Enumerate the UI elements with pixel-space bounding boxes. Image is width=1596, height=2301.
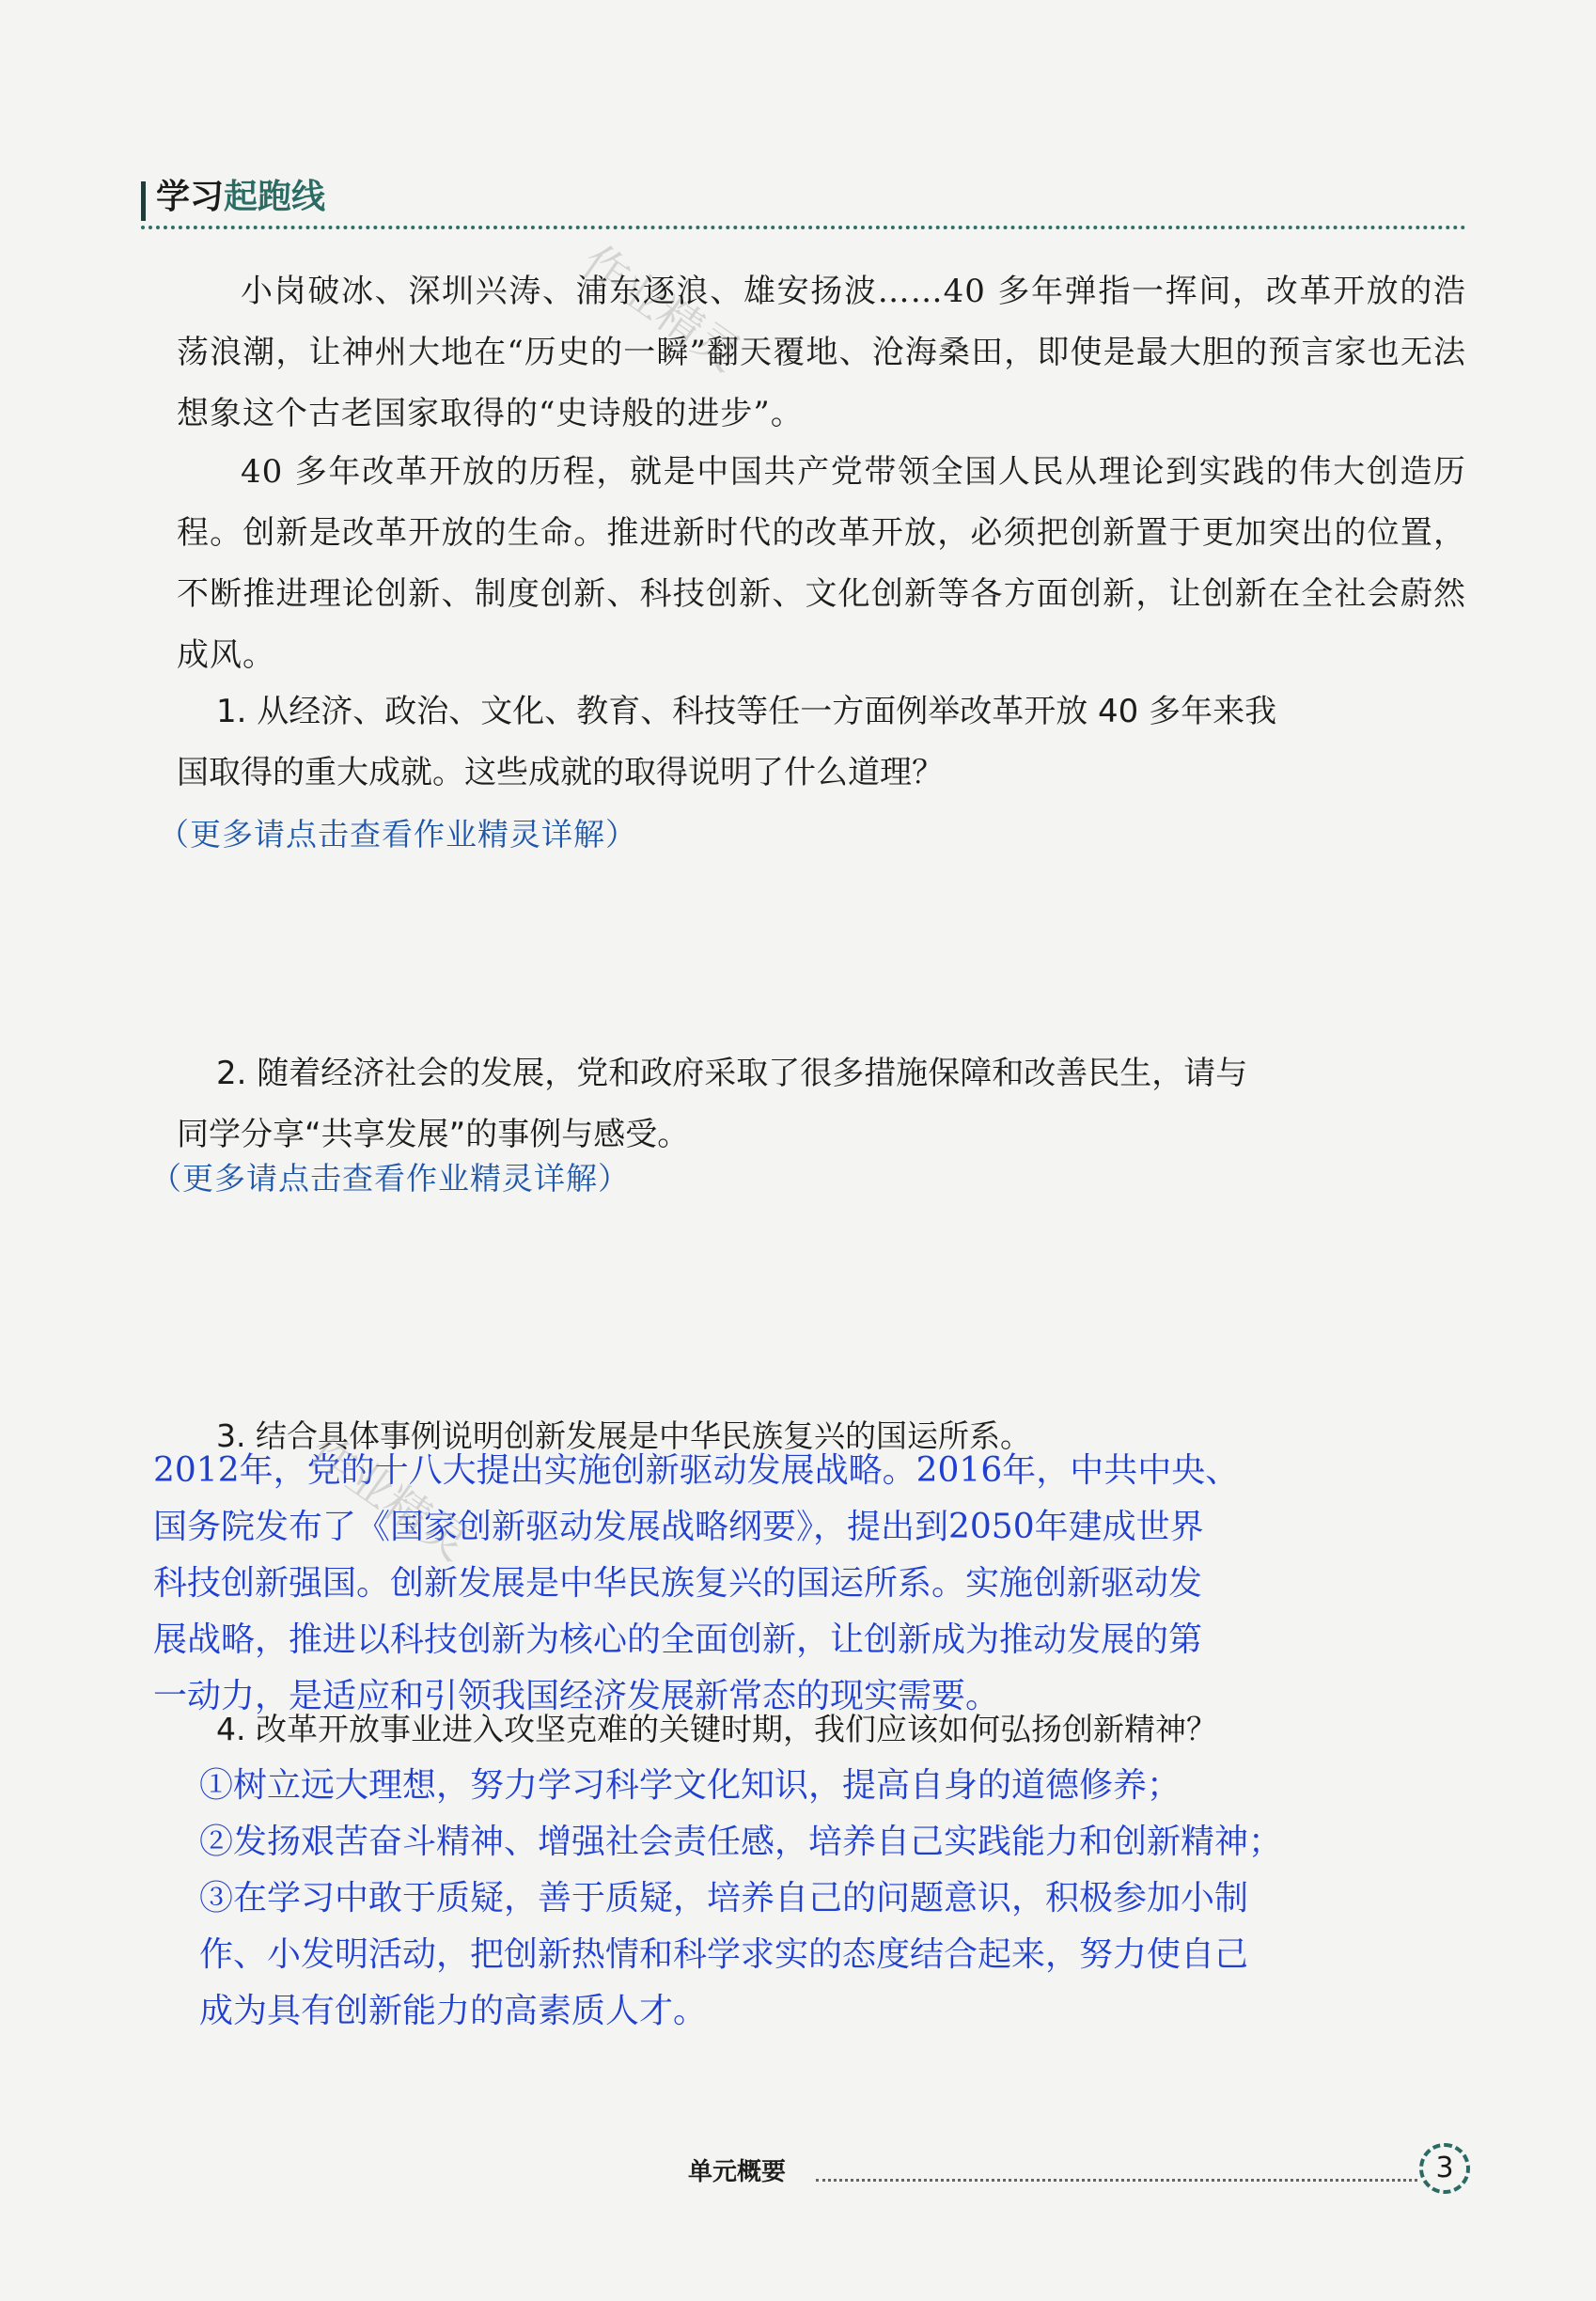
answer-3-line: 2012年，党的十八大提出实施创新驱动发展战略。2016年，中共中央、 <box>153 1451 1240 1490</box>
watermark: 作业精灵 <box>299 1424 478 1572</box>
question-2 <box>177 1043 1466 1166</box>
watermark: 作业精灵 <box>571 235 751 383</box>
answer-4 <box>199 1758 1282 2040</box>
question-1-line-1: 1. 从经济、政治、文化、教育、科技等任一方面例举改革开放 40 多年来我 <box>216 693 1277 730</box>
answer-4-line: 作、小发明活动，把创新热情和科学求实的态度结合起来，努力使自己 <box>199 1935 1249 1974</box>
more-details-link-1[interactable]: （更多请点击查看作业精灵详解） <box>158 816 637 853</box>
section-title-part2: 起跑线 <box>224 178 326 216</box>
page-number: 3 <box>1419 2143 1470 2194</box>
question-2-line-1: 2. 随着经济社会的发展，党和政府采取了很多措施保障和改善民生，请与 <box>216 1055 1248 1092</box>
footer-unit-label: 单元概要 <box>688 2158 787 2186</box>
question-4: 4. 改革开放事业进入攻坚克难的关键时期，我们应该如何弘扬创新精神？ <box>216 1711 1217 1747</box>
answer-3-line: 国务院发布了《国家创新驱动发展战略纲要》，提出到2050年建成世界 <box>153 1508 1204 1546</box>
answer-4-line: ②发扬艰苦奋斗精神、增强社会责任感，培养自己实践能力和创新精神； <box>199 1823 1283 1861</box>
section-header <box>141 174 1466 230</box>
question-2-line-2: 同学分享“共享发展”的事例与感受。 <box>177 1116 690 1153</box>
intro-paragraph-2: 40 多年改革开放的历程，就是中国共产党带领全国人民从理论到实践的伟大创造历程。创新是改革开放的生命。推进新时代的改革开放，必须把创新置于更加突出的位置，不断推进理论创新、制度创新、科技创新、文化创新等各方面创新，让创新在全社会蔚然成风。 <box>177 453 1466 674</box>
section-title <box>156 174 325 221</box>
intro-paragraph-1: 小岗破冰、深圳兴涛、浦东逐浪、雄安扬波……40 多年弹指一挥间，改革开放的浩荡浪潮，让神州大地在“历史的一瞬”翻天覆地、沧海桑田，即使是最大胆的预言家也无法想象这个古老国家取得的“史诗般的进步”。 <box>177 273 1466 432</box>
header-dotted-divider <box>141 226 1466 229</box>
question-1 <box>177 681 1466 804</box>
answer-4-line: 成为具有创新能力的高素质人才。 <box>199 1992 708 2030</box>
answer-4-line: ①树立远大理想，努力学习科学文化知识，提高自身的道德修养； <box>199 1766 1181 1805</box>
question-3: 3. 结合具体事例说明创新发展是中华民族复兴的国运所系。 <box>216 1417 1031 1454</box>
answer-4-line: ③在学习中敢于质疑，善于质疑，培养自己的问题意识，积极参加小制 <box>199 1879 1249 1918</box>
answer-3 <box>153 1443 1239 1725</box>
question-1-line-2: 国取得的重大成就。这些成就的取得说明了什么道理？ <box>177 754 944 791</box>
answer-3-line: 一动力，是适应和引领我国经济发展新常态的现实需要。 <box>153 1677 1000 1715</box>
more-details-link-2[interactable]: （更多请点击查看作业精灵详解） <box>150 1160 630 1197</box>
section-title-part1: 学习 <box>156 178 225 216</box>
answer-3-line: 科技创新强国。创新发展是中华民族复兴的国运所系。实施创新驱动发 <box>153 1564 1203 1603</box>
answer-3-line: 展战略，推进以科技创新为核心的全面创新，让创新成为推动发展的第 <box>153 1620 1203 1659</box>
footer-dotted-leader <box>816 2179 1417 2182</box>
header-accent-bar <box>141 181 146 221</box>
